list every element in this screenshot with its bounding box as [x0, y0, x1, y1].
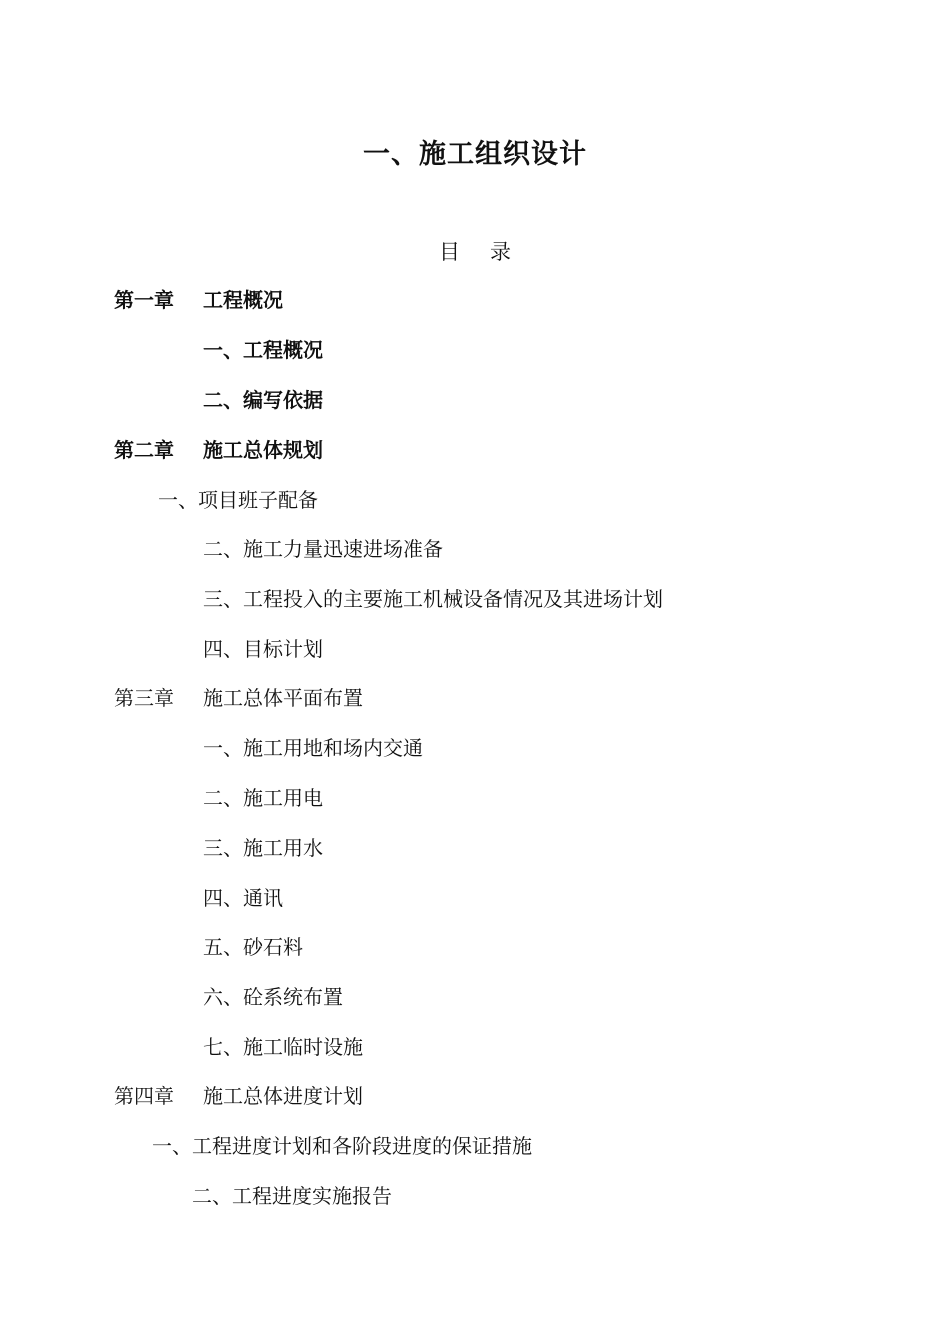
toc-chapter-1[interactable]: [114, 286, 283, 314]
toc-item[interactable]: 一、工程概况: [203, 338, 323, 362]
toc-item[interactable]: 二、施工用电: [203, 786, 323, 810]
toc-chapter-number: 第三章: [114, 686, 174, 710]
toc-chapter-3[interactable]: [114, 684, 363, 712]
toc-item[interactable]: 二、施工力量迅速进场准备: [203, 537, 443, 561]
document-title: 一、施工组织设计: [363, 139, 587, 170]
toc-chapter-title: 施工总体进度计划: [203, 1084, 363, 1108]
toc-item[interactable]: 三、工程投入的主要施工机械设备情况及其进场计划: [203, 587, 663, 611]
toc-item[interactable]: 一、工程进度计划和各阶段进度的保证措施: [152, 1134, 532, 1158]
toc-chapter-title: 施工总体平面布置: [203, 686, 363, 710]
toc-heading-right: 录: [490, 240, 511, 264]
toc-item[interactable]: 三、施工用水: [203, 836, 323, 860]
toc-heading: [0, 236, 950, 266]
toc-item[interactable]: 一、施工用地和场内交通: [203, 736, 423, 760]
toc-item[interactable]: 六、砼系统布置: [203, 985, 343, 1009]
toc-item[interactable]: 二、工程进度实施报告: [192, 1184, 392, 1208]
toc-heading-left: 目: [439, 240, 460, 264]
toc-chapter-number: 第二章: [114, 438, 174, 462]
toc-item[interactable]: 五、砂石料: [203, 935, 303, 959]
toc-item[interactable]: 四、目标计划: [203, 637, 323, 661]
toc-item[interactable]: 二、编写依据: [203, 388, 323, 412]
toc-chapter-title: 施工总体规划: [203, 438, 323, 462]
toc-item[interactable]: 四、通讯: [203, 886, 283, 910]
toc-item[interactable]: 一、项目班子配备: [158, 488, 318, 512]
toc-chapter-title: 工程概况: [203, 288, 283, 312]
toc-chapter-number: 第四章: [114, 1084, 174, 1108]
toc-chapter-number: 第一章: [114, 288, 174, 312]
toc-chapter-4[interactable]: [114, 1082, 363, 1110]
toc-chapter-2[interactable]: [114, 436, 323, 464]
toc-item[interactable]: 七、施工临时设施: [203, 1035, 363, 1059]
